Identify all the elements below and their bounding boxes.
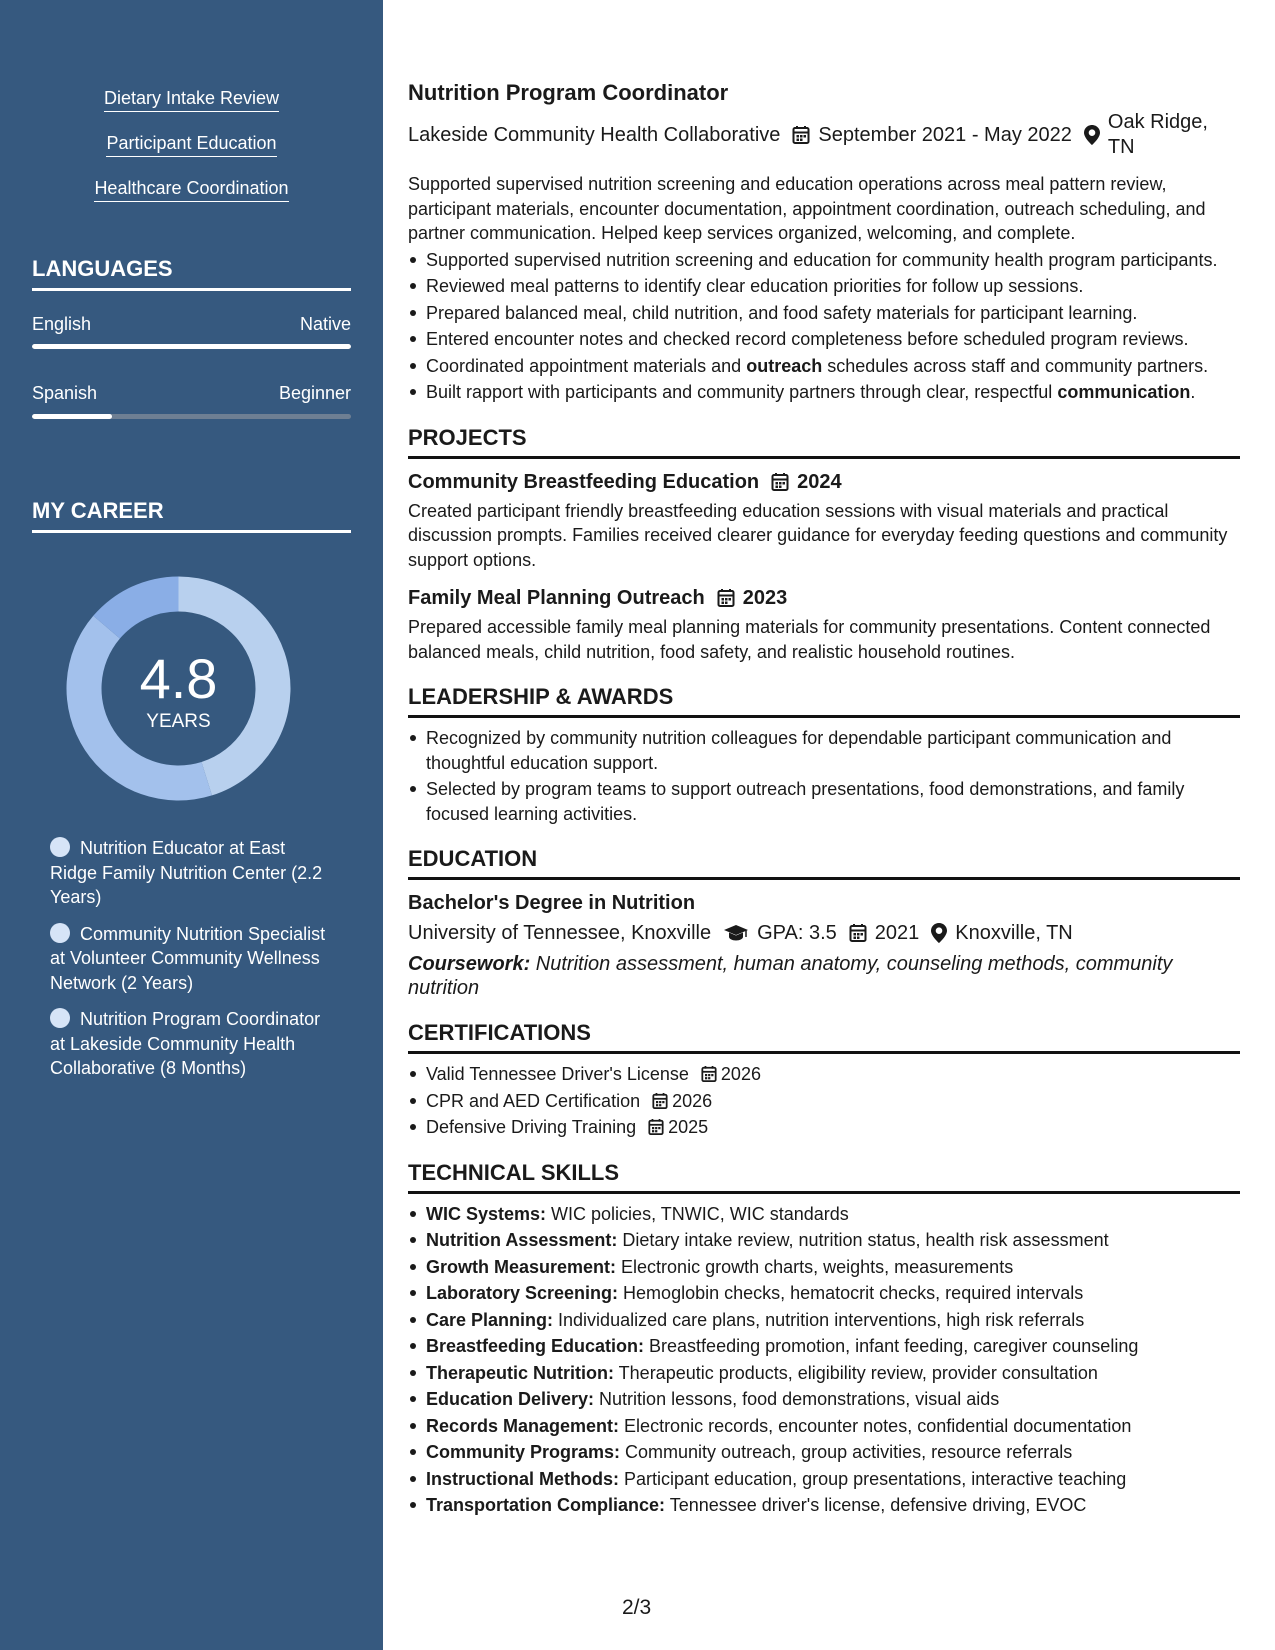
career-list: [50, 836, 335, 1093]
calendar-icon: [849, 923, 867, 943]
skill-value: Tennessee driver's license, defensive driving, EVOC: [665, 1495, 1087, 1515]
leadership-list: [408, 726, 1240, 826]
technical-skill-item: [408, 1202, 1240, 1227]
education-gpa: [723, 919, 837, 947]
technical-skills-heading: TECHNICAL SKILLS: [408, 1158, 1240, 1194]
certification-name: Defensive Driving Training: [426, 1117, 637, 1137]
language-bar-fill: [32, 414, 112, 419]
job-meta: [408, 110, 1240, 160]
project-title: [408, 584, 1240, 612]
technical-skill-item: [408, 1493, 1240, 1518]
language-row: [32, 383, 351, 404]
project-description: Created participant friendly breastfeeding education sessions with visual materials and practical discussion prompts. Families received clearer guidance for everyday feeding questions and community support options.: [408, 500, 1228, 570]
graduation-cap-icon: [723, 924, 749, 942]
technical-skill-item: [408, 1228, 1240, 1253]
sidebar-skills: [0, 88, 383, 223]
language-row: [32, 314, 351, 335]
sidebar: [0, 0, 383, 1650]
job-location-text: Oak Ridge, TN: [1107, 111, 1208, 158]
skill-label: Growth Measurement:: [426, 1256, 617, 1277]
calendar-icon: [701, 1065, 717, 1083]
project-year: 2024: [797, 470, 842, 493]
certification-item: [408, 1115, 1240, 1140]
skill-label: Breastfeeding Education:: [426, 1336, 645, 1356]
job-company: [408, 110, 780, 160]
job-title: Nutrition Program Coordinator: [408, 80, 729, 105]
skill-value: Electronic records, encounter notes, confidential documentation: [619, 1415, 1132, 1436]
calendar-icon: [717, 588, 735, 608]
projects-heading: PROJECTS: [408, 423, 1240, 459]
skill-value: Electronic growth charts, weights, measurements: [616, 1256, 1014, 1277]
skill-link[interactable]: Healthcare Coordination: [94, 178, 288, 202]
technical-skill-item: [408, 1308, 1240, 1333]
certification-year: 2026: [672, 1090, 713, 1111]
job-bullet: Supported supervised nutrition screening and education for community health program participants.: [408, 248, 1240, 273]
skill-label: Laboratory Screening:: [426, 1283, 619, 1303]
language-name: Spanish: [32, 383, 98, 403]
calendar-icon: [771, 472, 789, 492]
language-bar: [32, 344, 351, 349]
education-coursework: [408, 952, 1240, 1000]
certification-name: Valid Tennessee Driver's License: [426, 1064, 689, 1084]
career-item-text: Nutrition Program Coordinator at Lakeside Community Health Collaborative (8 Months): [50, 1009, 321, 1078]
skill-label: Community Programs:: [426, 1442, 621, 1462]
project-title-text: Family Meal Planning Outreach: [408, 587, 705, 609]
skill-value: WIC policies, TNWIC, WIC standards: [546, 1203, 849, 1224]
skill-label: WIC Systems:: [426, 1203, 547, 1224]
coursework-label: Coursework:: [408, 953, 531, 975]
job-bullet: Entered encounter notes and checked record completeness before scheduled program reviews.: [408, 327, 1240, 352]
project-year: 2023: [742, 587, 788, 609]
circle-icon: [50, 1008, 70, 1028]
circle-icon: [50, 923, 70, 943]
certification-item: [408, 1089, 1240, 1114]
certifications-heading: CERTIFICATIONS: [408, 1018, 1240, 1054]
technical-skill-item: [408, 1361, 1240, 1386]
certification-year: 2025: [668, 1117, 709, 1137]
education-meta: [408, 919, 1240, 947]
education-year-text: 2021: [874, 922, 920, 944]
certifications-list: [408, 1062, 1240, 1140]
career-unit: YEARS: [146, 711, 211, 732]
skill-label: Therapeutic Nutrition:: [426, 1362, 614, 1383]
certification-item: [408, 1062, 1240, 1087]
certification-name: CPR and AED Certification: [426, 1090, 641, 1111]
education-school: [408, 919, 711, 947]
job-bullet: [408, 380, 1240, 405]
skill-label: Education Delivery:: [426, 1389, 595, 1409]
leadership-item: Recognized by community nutrition colleagues for dependable participant communication and thoughtful education support.: [408, 726, 1240, 775]
job-bullet: Prepared balanced meal, child nutrition, and food safety materials for participant learning.: [408, 301, 1240, 326]
map-pin-icon: [1084, 125, 1100, 145]
bullet-text: schedules across staff and community partners.: [822, 355, 1209, 376]
calendar-icon: [792, 125, 810, 145]
career-total: 4.8: [139, 647, 218, 710]
skill-value: Hemoglobin checks, hematocrit checks, required intervals: [618, 1283, 1084, 1303]
technical-skills-list: [408, 1202, 1240, 1518]
skill-value: Participant education, group presentations, interactive teaching: [619, 1468, 1127, 1489]
language-name: English: [32, 314, 92, 334]
bullet-text: Built rapport with participants and community partners through clear, respectful: [426, 382, 1058, 402]
project-description: Prepared accessible family meal planning materials for community presentations. Content connected balanced meals, child nutrition, food safety, and realistic household routines.: [408, 617, 1211, 662]
education-year: [849, 919, 920, 947]
map-pin-icon: [931, 923, 947, 943]
career-item: [50, 836, 335, 910]
technical-skill-item: [408, 1255, 1240, 1280]
technical-skill-item: [408, 1467, 1240, 1492]
education-degree: Bachelor's Degree in Nutrition: [408, 892, 696, 914]
project-title: [408, 468, 1240, 496]
skill-label: Transportation Compliance:: [426, 1495, 666, 1515]
coursework-text: Nutrition assessment, human anatomy, counseling methods, community nutrition: [408, 953, 1173, 999]
skill-value: Breastfeeding promotion, infant feeding, caregiver counseling: [644, 1336, 1139, 1356]
skill-value: Individualized care plans, nutrition interventions, high risk referrals: [553, 1309, 1085, 1330]
skill-value: Dietary intake review, nutrition status, health risk assessment: [617, 1230, 1109, 1250]
technical-skill-item: [408, 1440, 1240, 1465]
job-dates: [792, 110, 1072, 160]
skill-link[interactable]: Dietary Intake Review: [104, 88, 279, 112]
language-bar-fill: [32, 344, 351, 349]
skill-label: Instructional Methods:: [426, 1468, 619, 1489]
job-bullets: [408, 248, 1240, 405]
language-bar: [32, 414, 351, 419]
calendar-icon: [648, 1118, 664, 1136]
skill-label: Records Management:: [426, 1415, 620, 1436]
leadership-item: Selected by program teams to support outreach presentations, food demonstrations, and family focused learning activities.: [408, 777, 1240, 826]
career-item: [50, 1007, 335, 1081]
leadership-heading: LEADERSHIP & AWARDS: [408, 682, 1240, 718]
technical-skill-item: [408, 1334, 1240, 1359]
main-content: [408, 78, 1240, 1518]
career-item: [50, 922, 335, 996]
language-level: Native: [299, 314, 351, 334]
education-location-text: Knoxville, TN: [955, 922, 1073, 944]
bullet-text: .: [1190, 382, 1196, 402]
certification-year: 2026: [720, 1064, 761, 1084]
skill-label: Care Planning:: [426, 1309, 554, 1330]
education-location: [931, 919, 1072, 947]
job-location: [1084, 110, 1232, 160]
bullet-text: Coordinated appointment materials and: [426, 355, 747, 376]
job-company-text: Lakeside Community Health Collaborative: [408, 123, 781, 146]
language-level: Beginner: [278, 383, 351, 403]
job-summary: Supported supervised nutrition screening and education operations across meal pattern review, participant materials, encounter documentation, appointment coordination, outreach scheduling, and partner communication. Helped keep services organized, welcoming, and complete.: [408, 174, 1206, 243]
skill-value: Therapeutic products, eligibility review, provider consultation: [614, 1362, 1098, 1383]
career-heading: MY CAREER: [32, 498, 351, 533]
bullet-bold-text: communication: [1057, 382, 1191, 402]
career-item-text: Nutrition Educator at East Ridge Family Nutrition Center (2.2 Years): [50, 838, 323, 907]
project-title-text: Community Breastfeeding Education: [408, 470, 760, 493]
job-dates-text: September 2021 - May 2022: [818, 123, 1072, 146]
skill-value: Community outreach, group activities, resource referrals: [620, 1442, 1073, 1462]
education-heading: EDUCATION: [408, 844, 1240, 880]
bullet-bold-text: outreach: [746, 355, 823, 376]
career-item-text: Community Nutrition Specialist at Volunteer Community Wellness Network (2 Years): [50, 923, 326, 993]
circle-icon: [50, 837, 70, 857]
education-gpa-text: GPA: 3.5: [757, 922, 837, 944]
calendar-icon: [652, 1092, 668, 1110]
skill-label: Nutrition Assessment:: [426, 1230, 618, 1250]
skill-value: Nutrition lessons, food demonstrations, visual aids: [594, 1389, 1000, 1409]
technical-skill-item: [408, 1281, 1240, 1306]
job-bullet: [408, 354, 1240, 379]
page-number: 2/3: [622, 1596, 652, 1619]
education-school-text: University of Tennessee, Knoxville: [408, 922, 712, 944]
job-bullet: Reviewed meal patterns to identify clear education priorities for follow up sessions.: [408, 274, 1240, 299]
technical-skill-item: [408, 1414, 1240, 1439]
languages-heading: LANGUAGES: [32, 256, 351, 291]
skill-link[interactable]: Participant Education: [106, 133, 276, 157]
technical-skill-item: [408, 1387, 1240, 1412]
